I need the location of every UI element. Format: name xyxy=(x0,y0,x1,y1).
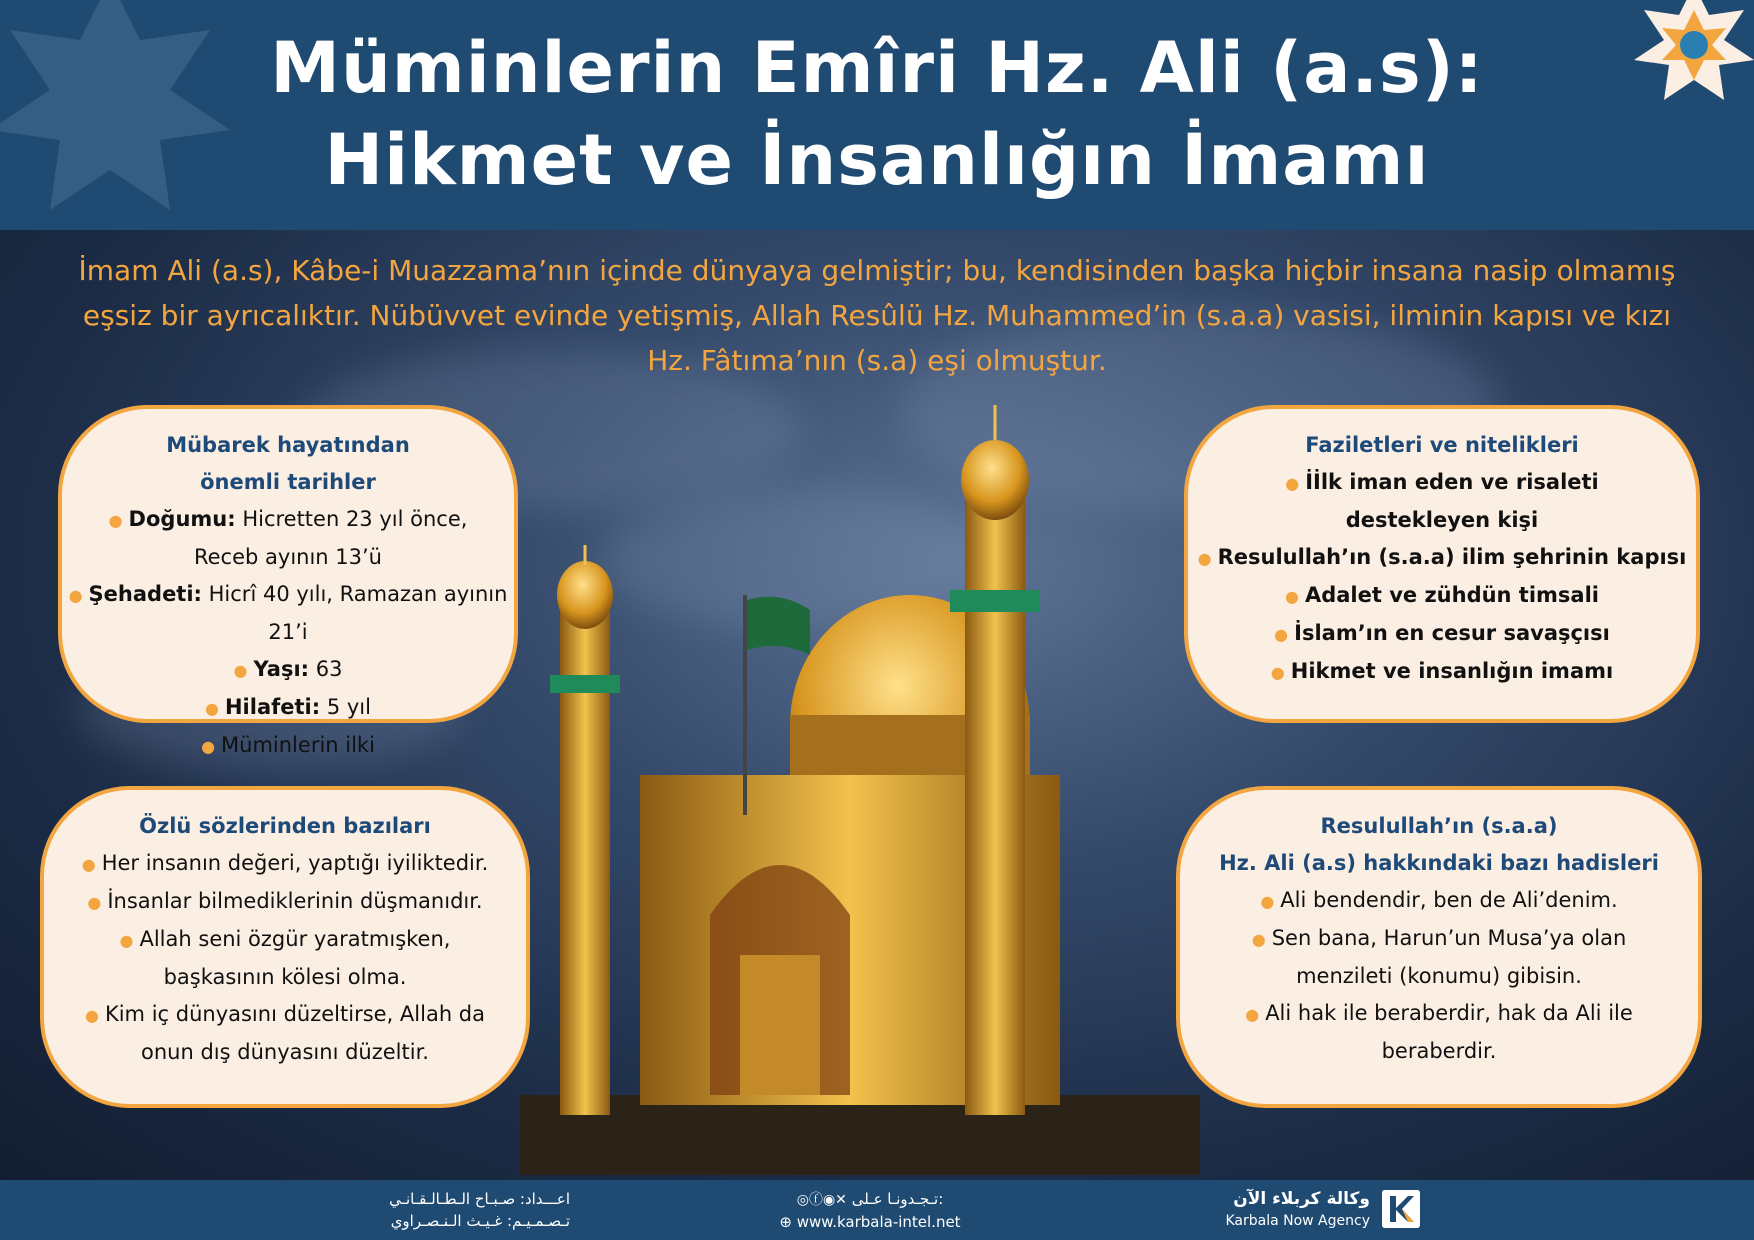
first-believer-item: ● Müminlerin ilki xyxy=(201,733,375,757)
social-icons[interactable]: ◎ⓕ◉✕ xyxy=(796,1192,847,1208)
caliphate-item: ● Hilafeti: 5 yıl xyxy=(205,695,371,719)
list-item: ● Resulullah’ın (s.a.a) ilim şehrinin kapısı xyxy=(1197,545,1687,569)
page-title-line1: Müminlerin Emîri Hz. Ali (a.s): xyxy=(270,27,1484,109)
agency-name-ar: وكالة كربلاء الآن xyxy=(1233,1189,1370,1209)
follow-label: تـجـدونـا عـلى: xyxy=(851,1190,944,1208)
designed-by: تـصـمـيـم: غـيـث الـنـصـراوي xyxy=(390,1212,570,1230)
birth-item-2: Receb ayının 13’ü xyxy=(193,545,382,569)
list-item: ● İİlk iman eden ve risaleti xyxy=(1285,470,1599,494)
bullet-icon: ● xyxy=(1284,587,1299,606)
social-block xyxy=(740,1188,1000,1233)
bullet-icon: ● xyxy=(119,931,134,950)
sayings-box-title: Özlü sözlerinden bazıları xyxy=(139,814,431,838)
list-item: menzileti (konumu) gibisin. xyxy=(1296,964,1582,988)
header-band xyxy=(0,0,1754,230)
shrine-image xyxy=(520,395,1200,1175)
list-item: ● Hikmet ve insanlığın imamı xyxy=(1270,659,1614,683)
bullet-icon: ● xyxy=(1251,930,1266,949)
footer-band xyxy=(0,1180,1754,1240)
bullet-icon: ● xyxy=(87,893,102,912)
globe-icon: ⊕ xyxy=(779,1213,792,1231)
agency-name-en: Karbala Now Agency xyxy=(1225,1213,1370,1229)
list-item: ● İslam’ın en cesur savaşçısı xyxy=(1274,621,1610,645)
page-title-line2: Hikmet ve İnsanlığın İmamı xyxy=(324,119,1430,201)
list-item: ● Sen bana, Harun’un Musa’ya olan xyxy=(1251,926,1627,950)
list-item: destekleyen kişi xyxy=(1345,508,1539,532)
bullet-icon: ● xyxy=(233,661,248,680)
virtues-box-title: Faziletleri ve nitelikleri xyxy=(1305,433,1579,457)
agency-logo-icon xyxy=(1382,1190,1420,1228)
bullet-icon: ● xyxy=(1245,1005,1260,1024)
bullet-icon: ● xyxy=(84,1006,99,1025)
list-item: ● Allah seni özgür yaratmışken, xyxy=(119,927,451,951)
prepared-by: اعـــداد: صـبـاح الـطـالـقـانـي xyxy=(389,1190,570,1208)
dates-box xyxy=(58,405,518,757)
hadith-box-title-2: Hz. Ali (a.s) hakkındaki bazı hadisleri xyxy=(1219,851,1659,875)
hadith-box-title: Resulullah’ın (s.a.a) xyxy=(1320,814,1558,838)
bullet-icon: ● xyxy=(201,737,216,756)
agency-name xyxy=(1210,1188,1370,1232)
list-item: onun dış dünyasını düzeltir. xyxy=(141,1040,429,1064)
website-link[interactable]: ⊕ www.karbala-intel.net xyxy=(779,1213,961,1231)
bullet-icon: ● xyxy=(1274,625,1289,644)
bullet-icon: ● xyxy=(205,699,219,718)
social-row xyxy=(740,1188,1000,1211)
hadith-box xyxy=(1176,786,1702,1108)
intro-paragraph: İmam Ali (a.s), Kâbe-i Muazzama’nın içinde dünyaya gelmiştir; bu, kendisinden başka hiçbir insana nasip olmamış eşsiz bir ayrıcalıktır. Nübüvvet evinde yetişmiş, Allah Resûlü Hz. Muhammed’in (s.a.a) vasisi, ilminin kapısı ve kızı Hz. Fâtıma’nın (s.a) eşi olmuştur. xyxy=(78,254,1676,377)
credits xyxy=(330,1188,570,1232)
bullet-icon: ● xyxy=(1285,474,1300,493)
birth-item: ● Doğumu: Hicretten 23 yıl önce, xyxy=(108,507,468,531)
bullet-icon: ● xyxy=(81,855,96,874)
list-item: ● Adalet ve zühdün timsali xyxy=(1284,583,1599,607)
dates-box-title: Mübarek hayatından xyxy=(166,433,410,457)
age-item: ● Yaşı: 63 xyxy=(233,657,343,681)
list-item: ● Her insanın değeri, yaptığı iyiliktedir. xyxy=(81,851,489,875)
list-item: ● Ali bendendir, ben de Ali’denim. xyxy=(1260,888,1618,912)
bullet-icon: ● xyxy=(1270,663,1285,682)
list-item: ● İnsanlar bilmediklerinin düşmanıdır. xyxy=(87,889,483,913)
list-item: beraberdir. xyxy=(1381,1039,1497,1063)
virtues-box xyxy=(1184,405,1700,723)
bullet-icon: ● xyxy=(68,586,83,605)
bullet-icon: ● xyxy=(1197,549,1212,568)
bullet-icon: ● xyxy=(1260,892,1275,911)
sayings-box xyxy=(40,786,530,1108)
dates-box-title-2: önemli tarihler xyxy=(200,470,376,494)
list-item: ● Ali hak ile beraberdir, hak da Ali ile xyxy=(1245,1001,1633,1025)
bullet-icon: ● xyxy=(108,511,123,530)
martyrdom-item: ● Şehadeti: Hicrî 40 yılı, Ramazan ayının 21’i xyxy=(68,582,508,644)
list-item: başkasının kölesi olma. xyxy=(163,965,407,989)
list-item: ● Kim iç dünyasını düzeltirse, Allah da xyxy=(84,1002,486,1026)
